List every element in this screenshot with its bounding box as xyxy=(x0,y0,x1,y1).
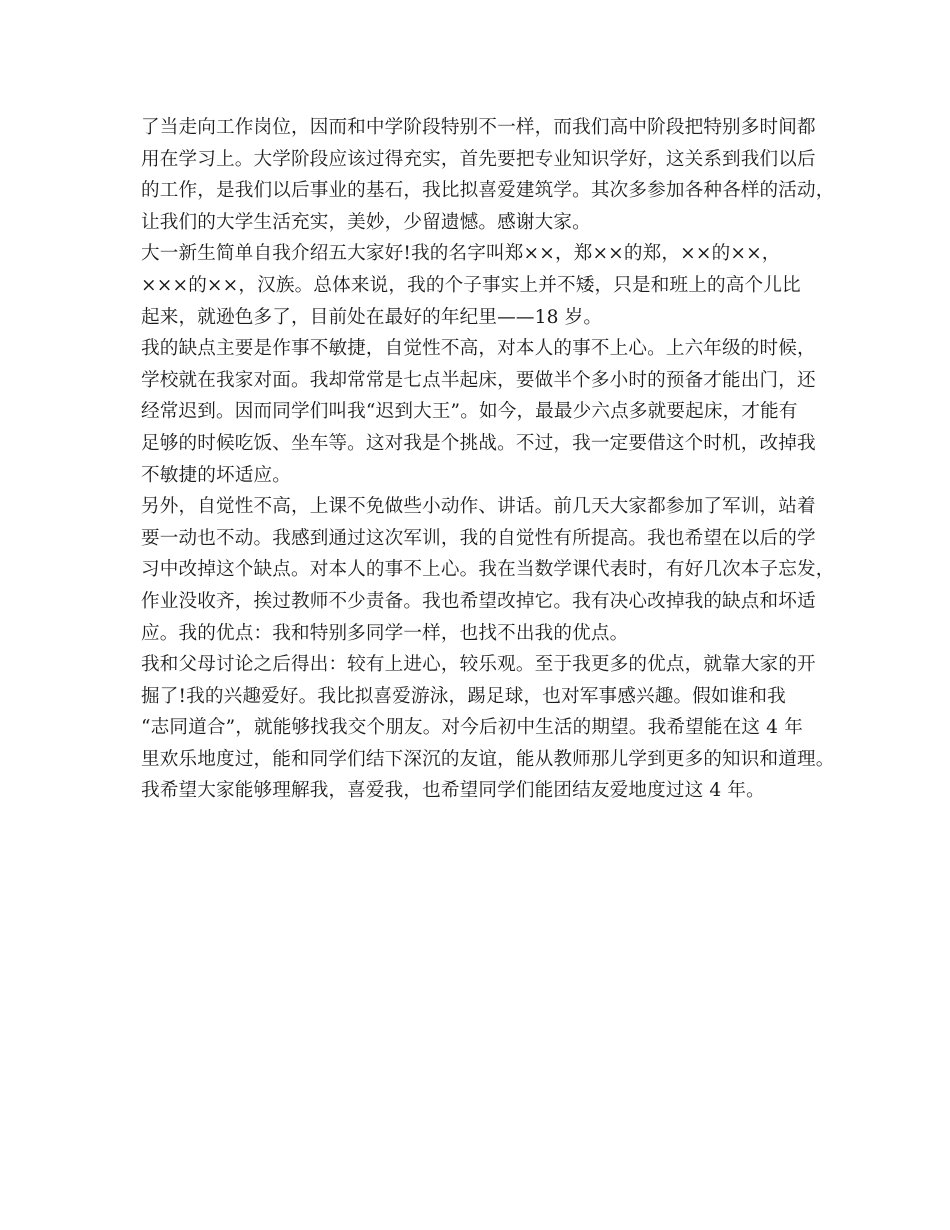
text-line: 另外，自觉性不高，上课不免做些小动作、讲话。前几天大家都参加了军训，站着 xyxy=(141,496,816,518)
text-line: 的工作，是我们以后事业的基石，我比拟喜爱建筑学。其次多参加各种各样的活动， xyxy=(141,180,835,202)
text-line: 学校就在我家对面。我却常常是七点半起床，要做半个多小时的预备才能出门，还 xyxy=(141,369,816,391)
text-line: 里欢乐地度过，能和同学们结下深沉的友谊，能从教师那儿学到更多的知识和道理。 xyxy=(141,748,835,770)
text-line: 大一新生简单自我介绍五大家好!我的名字叫郑××，郑××的郑，××的××， xyxy=(141,243,781,265)
text-line: 我和父母讨论之后得出：较有上进心，较乐观。至于我更多的优点，就靠大家的开 xyxy=(141,654,816,676)
text-line: 不敏捷的坏适应。 xyxy=(141,464,291,486)
text-line: 应。我的优点：我和特别多同学一样，也找不出我的优点。 xyxy=(141,622,629,644)
text-line: 习中改掉这个缺点。对本人的事不上心。我在当数学课代表时，有好几次本子忘发， xyxy=(141,559,835,581)
text-line: 我的缺点主要是作事不敏捷，自觉性不高，对本人的事不上心。上六年级的时候， xyxy=(141,338,816,360)
text-line: 让我们的大学生活充实，美妙，少留遗憾。感谢大家。 xyxy=(141,211,591,233)
text-line: 经常迟到。因而同学们叫我“迟到大王”。如今，最最少六点多就要起床，才能有 xyxy=(141,401,798,423)
text-line: 要一动也不动。我感到通过这次军训，我的自觉性有所提高。我也希望在以后的学 xyxy=(141,527,816,549)
text-line: 作业没收齐，挨过教师不少责备。我也希望改掉它。我有决心改掉我的缺点和坏适 xyxy=(141,590,816,612)
document-body xyxy=(141,112,841,807)
text-line: 掘了!我的兴趣爱好。我比拟喜爱游泳，踢足球，也对军事感兴趣。假如谁和我 xyxy=(141,685,786,707)
text-line: “志同道合”，就能够找我交个朋友。对今后初中生活的期望。我希望能在这 4 年 xyxy=(141,717,803,739)
text-line: 用在学习上。大学阶段应该过得充实，首先要把专业知识学好，这关系到我们以后 xyxy=(141,148,816,170)
text-line: 我希望大家能够理解我，喜爱我，也希望同学们能团结友爱地度过这 4 年。 xyxy=(141,780,765,802)
text-line: 起来，就逊色多了，目前处在最好的年纪里——18 岁。 xyxy=(141,306,603,328)
text-line: ×××的××，汉族。总体来说，我的个子事实上并不矮，只是和班上的高个儿比 xyxy=(141,274,801,296)
text-line: 足够的时候吃饭、坐车等。这对我是个挑战。不过，我一定要借这个时机，改掉我 xyxy=(141,432,816,454)
text-line: 了当走向工作岗位，因而和中学阶段特别不一样，而我们高中阶段把特别多时间都 xyxy=(141,117,816,138)
